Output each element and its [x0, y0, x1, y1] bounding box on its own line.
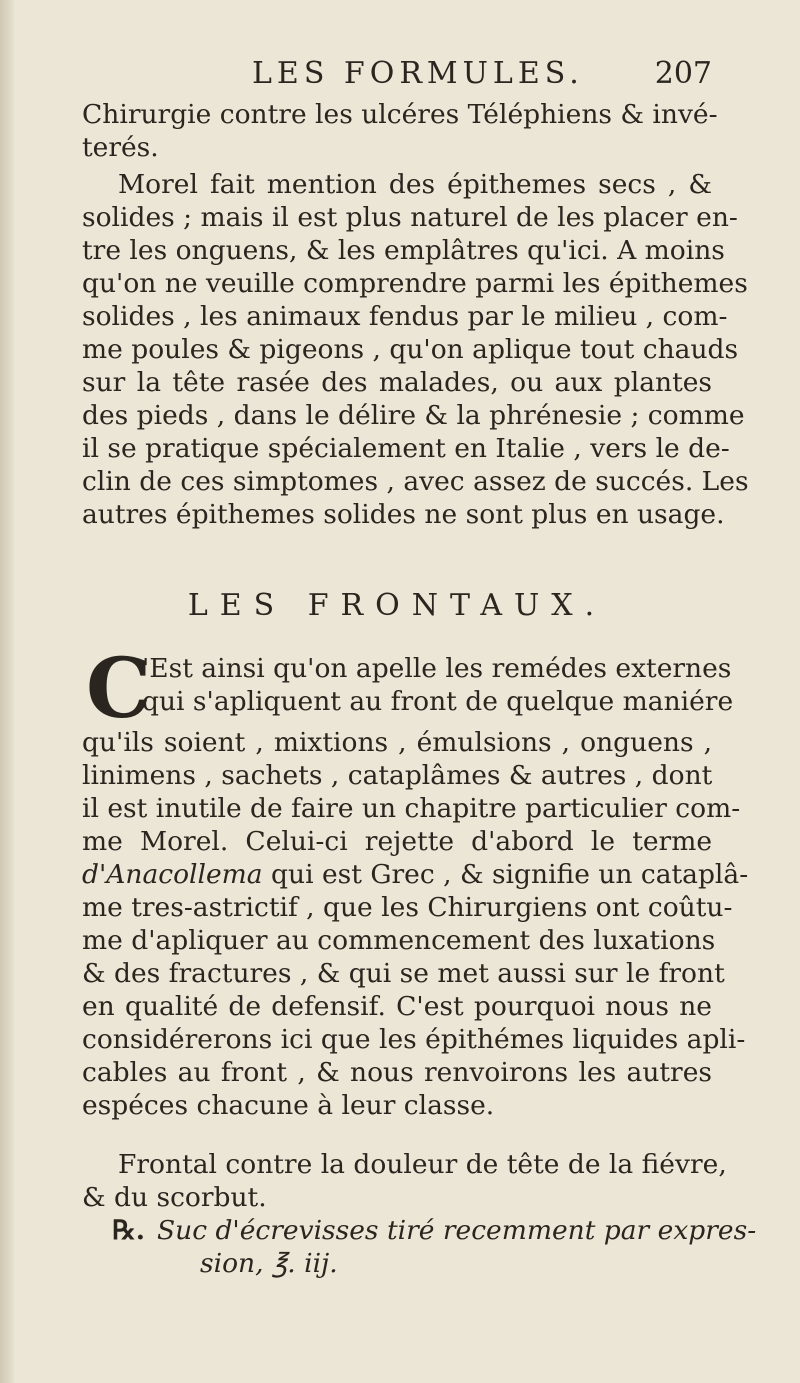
text-line: cables au front , & nous renvoirons les autres — [82, 1057, 712, 1088]
recipe-line — [112, 1214, 757, 1247]
page-gutter — [0, 0, 14, 1383]
text-line: considérerons ici que les épithémes liquides apli- — [82, 1024, 746, 1055]
text-line: & des fractures , & qui se met aussi sur le front — [82, 958, 725, 989]
text-line: Frontal contre la douleur de tête de la fiévre, — [118, 1149, 727, 1180]
text-line: 'Est ainsi qu'on apelle les remédes externes — [142, 653, 732, 684]
paragraph-epithemes — [82, 168, 749, 531]
text-line: espéces chacune à leur classe. — [82, 1090, 495, 1121]
text-line: tre les onguens, & les emplâtres qu'ici. A moins — [82, 235, 725, 266]
text-line: autres épithemes solides ne sont plus en usage. — [82, 499, 725, 530]
section-heading: LES FRONTAUX. — [187, 588, 607, 623]
text-line: qu'on ne veuille comprendre parmi les épithemes — [82, 268, 748, 299]
text-line: solides , les animaux fendus par le milieu , com- — [82, 301, 728, 332]
text-line: clin de ces simptomes , avec assez de succés. Les — [82, 466, 749, 497]
text-line: me d'apliquer au commencement des luxations — [82, 925, 716, 956]
text-line: linimens , sachets , cataplâmes & autres , dont — [82, 760, 713, 791]
recipe-text: Suc d'écrevisses tiré recemment par expres- — [156, 1215, 757, 1246]
text-line: il est inutile de faire un chapitre particulier com- — [82, 793, 741, 824]
text-line: solides ; mais il est plus naturel de les placer en- — [82, 202, 738, 233]
anacollema-term: d'Anacollema — [82, 859, 263, 890]
text-line: me poules & pigeons , qu'on aplique tout chauds — [82, 334, 739, 365]
recipe — [112, 1214, 757, 1280]
text-line: & du scorbut. — [82, 1182, 267, 1213]
paragraph-frontaux-intro — [142, 652, 734, 718]
text-line: Chirurgie contre les ulcéres Téléphiens & invé- — [82, 99, 718, 130]
text-line: qu'ils soient , mixtions , émulsions , onguens , — [82, 727, 712, 758]
drop-cap: C — [86, 641, 152, 737]
text-line: me Morel. Celui-ci rejette d'abord le terme — [82, 826, 712, 857]
text-line: Morel fait mention des épithemes secs , & — [118, 169, 712, 200]
text-fragment: qui est Grec , & signifie un cataplâ- — [262, 859, 749, 890]
text-line — [82, 858, 749, 891]
text-line: terés. — [82, 132, 159, 163]
text-line: il se pratique spécialement en Italie , vers le de- — [82, 433, 730, 464]
paragraph-continued — [82, 98, 718, 164]
recipe-line: sion, ℥. iij. — [200, 1248, 338, 1279]
paragraph-frontaux — [82, 726, 749, 1122]
text-line: me tres-astrictif , que les Chirurgiens ont coûtu- — [82, 892, 733, 923]
running-head-title: LES FORMULES. — [252, 56, 584, 91]
running-head — [82, 56, 712, 100]
paragraph-frontal — [82, 1148, 727, 1214]
recipe-symbol: ℞. — [112, 1215, 145, 1246]
page-number: 207 — [654, 56, 712, 91]
text-line: des pieds , dans le délire & la phrénesie ; comme — [82, 400, 745, 431]
text-line: sur la tête rasée des malades, ou aux plantes — [82, 367, 712, 398]
text-line: qui s'apliquent au front de quelque maniére — [142, 686, 734, 717]
text-line: en qualité de defensif. C'est pourquoi nous ne — [82, 991, 712, 1022]
